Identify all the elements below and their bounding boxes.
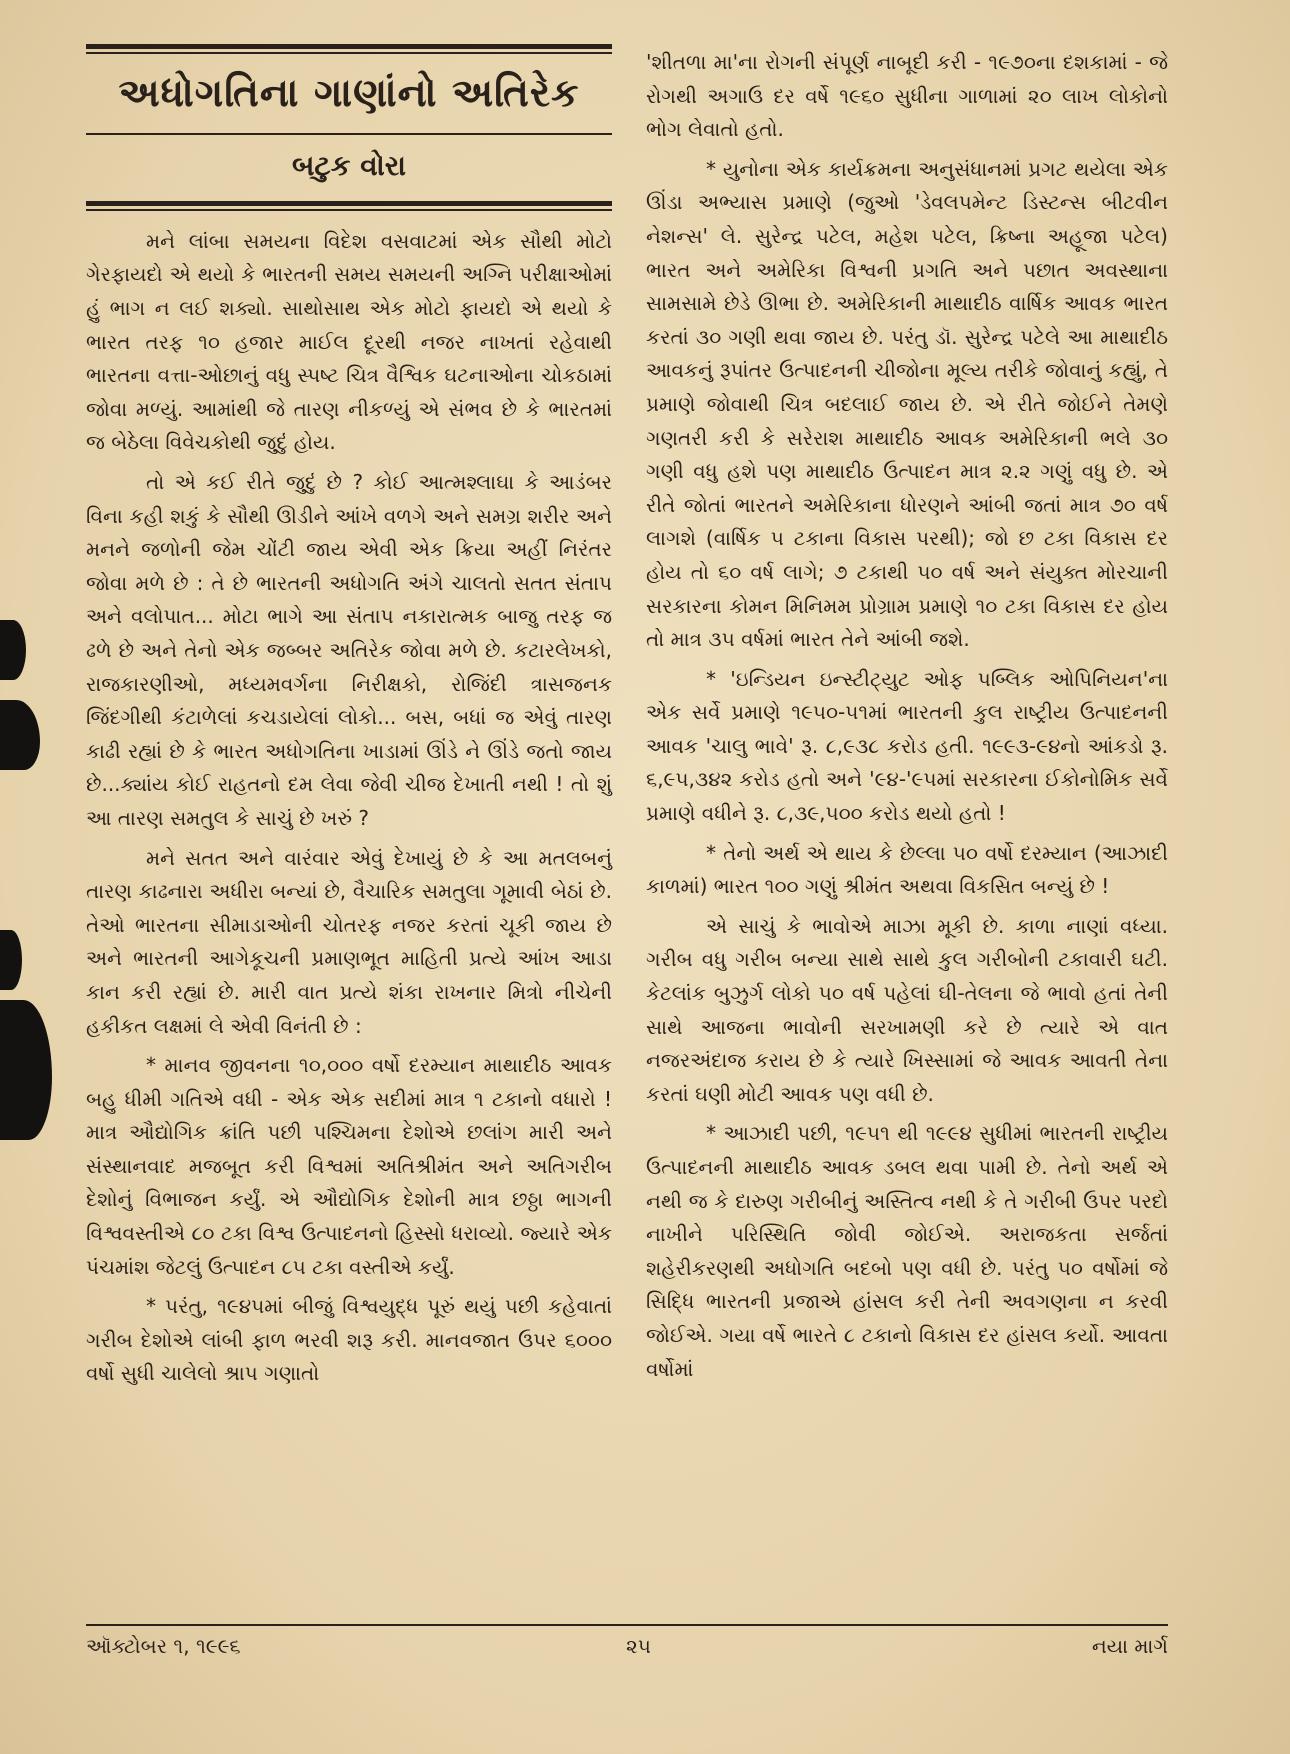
paragraph: * આઝાદી પછી, ૧૯૫૧ થી ૧૯૯૪ સુધીમાં ભારતની રાષ્ટ્રીય ઉત્પાદનની માથાદીઠ આવક ડબલ થવા પામી છે. તેનો અર્થ એ નથી જ કે દારુણ ગરીબીનું અસ્તિત્વ નથી કે તે ગરીબી ઉપર પરદો નાખીને પરિસ્થિતિ જોવી જોઈએ. અરાજકતા સર્જતાં શહેરીકરણથી અધોગતિ બદબો પણ વધી છે. પરંતુ ૫૦ વર્ષોમાં જે સિદ્ધિ ભારતની પ્રજાએ હાંસલ કરી તેની અવગણના ન કરવી જોઈએ. ગયા વર્ષે ભારતે ૮ ટકાનો વિકાસ દર હાંસલ કર્યો. આવતા વર્ષોમાં: [646, 1121, 1168, 1381]
torn-edge-left-3: [0, 930, 22, 990]
paragraph: મને લાંબા સમયના વિદેશ વસવાટમાં એક સૌથી મોટો ગેરફાયદો એ થયો કે ભારતની સમય સમયની અગ્નિ પરીક્ષાઓમાં હું ભાગ ન લઈ શક્યો. સાથોસાથ એક મોટો ફાયદો એ થયો કે ભારત તરફ ૧૦ હજાર માઈલ દૂરથી નજર નાખતાં રહેવાથી ભારતના વત્તા-ઓછાનું વધુ સ્પષ્ટ ચિત્ર વૈશ્વિક ઘટનાઓના ચોકઠામાં જોવા મળ્યું. આમાંથી જે તારણ નીકળ્યું એ સંભવ છે કે ભારતમાં જ બેઠેલા વિવેચકોથી જુદું હોય.: [86, 228, 612, 455]
title-rule-top-thin: [86, 52, 612, 54]
torn-edge-left-4: [0, 1000, 52, 1140]
article-author: બટુક વોરા: [291, 148, 407, 182]
page-number: ૨૫: [626, 1634, 651, 1658]
left-column: [86, 0, 612, 1397]
publication-name: નયા માર્ગ: [1091, 1634, 1168, 1658]
title-rule-top: [86, 44, 612, 49]
page-footer: [86, 1624, 1168, 1666]
right-column: [646, 46, 1168, 1392]
paragraph: * પરંતુ, ૧૯૪૫માં બીજું વિશ્વયુદ્ધ પૂરું થયું પછી કહેવાતાં ગરીબ દેશોએ લાંબી ફાળ ભરવી શરૂ કરી. માનવજાત ઉપર ૬૦૦૦ વર્ષો સુધી ચાલેલો શ્રાપ ગણાતો: [86, 1294, 612, 1386]
paragraph: એ સાચું કે ભાવોએ માઝા મૂકી છે. કાળા નાણાં વધ્યા. ગરીબ વધુ ગરીબ બન્યા સાથે સાથે કુલ ગરીબોની ટકાવારી ઘટી. કેટલાંક બુઝુર્ગ લોકો ૫૦ વર્ષ પહેલાં ઘી-તેલના જે ભાવો હતાં તેની સાથે આજના ભાવોની સરખામણી કરે છે ત્યારે એ વાત નજરઅંદાજ કરાય છે કે ત્યારે ખિસ્સામાં જે આવક આવતી તેના કરતાં ઘણી મોટી આવક પણ વધી છે.: [646, 913, 1168, 1106]
paragraph: મને સતત અને વારંવાર એવું દેખાયું છે કે આ મતલબનું તારણ કાઢનારા અધીરા બન્યાં છે, વૈચારિક સમતુલા ગૂમાવી બેઠાં છે. તેઓ ભારતના સીમાડાઓની ચોતરફ નજર કરતાં ચૂકી જાય છે અને ભારતની આગેકૂચની પ્રમાણભૂત માહિતી પ્રત્યે આંખ આડા કાન કરી રહ્યાં છે. મારી વાત પ્રત્યે શંકા રાખનાર મિત્રો નીચેની હકીકત લક્ષમાં લે એવી વિનંતી છે :: [86, 845, 612, 1038]
issue-date: ઑક્ટોબર ૧, ૧૯૯૬: [86, 1634, 241, 1658]
torn-edge-left-1: [0, 620, 26, 680]
article-title: અધોગતિના ગાણાંનો અતિરેક: [118, 71, 580, 116]
paragraph: 'શીતળા મા'ના રોગની સંપૂર્ણ નાબૂદી કરી - ૧૯૭૦ના દશકામાં - જે રોગથી અગાઉ દર વર્ષે ૧૯૬૦ સુધીના ગાળામાં ૨૦ લાખ લોકોનો ભોગ લેવાતો હતો.: [646, 50, 1168, 142]
title-rule-mid: [86, 133, 612, 135]
torn-edge-left-2: [0, 700, 40, 770]
author-rule: [86, 201, 612, 206]
paragraph: તો એ કઈ રીતે જુદું છે ? કોઈ આત્મશ્લાઘા કે આડંબર વિના કહી શકું કે સૌથી ઊડીને આંખે વળગે અને સમગ્ર શરીર અને મનને જળોની જેમ ચોંટી જાય એવી એક ક્રિયા અહીં નિરંતર જોવા મળે છે : તે છે ભારતની અધોગતિ અંગે ચાલતો સતત સંતાપ અને વલોપાત... મોટા ભાગે આ સંતાપ નકારાત્મક બાજુ તરફ જ ઢળે છે અને તેનો એક જબ્બર અતિરેક જોવા મળે છે. કટારલેખકો, રાજકારણીઓ, મધ્યમવર્ગના નિરીક્ષકો, રોજિંદી ત્રાસજનક જિંદગીથી કંટાળેલાં કચડાયેલાં લોકો... બસ, બધાં જ એવું તારણ કાઢી રહ્યાં છે કે ભારત અધોગતિના ખાડામાં ઊંડે ને ઊંડે જતો જાય છે...ક્યાંય કોઈ રાહતનો દમ લેવા જેવી ચીજ દેખાતી નથી ! તો શું આ તારણ સમતુલ કે સાચું છે ખરું ?: [86, 470, 612, 830]
paragraph: * 'ઇન્ડિયન ઇન્સ્ટીટ્યુટ ઓફ પબ્લિક ઓપિનિયન'ના એક સર્વે પ્રમાણે ૧૯૫૦-૫૧માં ભારતની કુલ રાષ્ટ્રીય ઉત્પાદનની આવક 'ચાલુ ભાવે' રૂ. ૮,૯૩૮ કરોડ હતી. ૧૯૯૩-૯૪નો આંકડો રૂ. ૬,૯૫,૩૪૨ કરોડ હતો અને '૯૪-'૯૫માં સરકારના ઈકોનોમિક સર્વે પ્રમાણે વધીને રૂ. ૮,૩૯,૫૦૦ કરોડ થયો હતો !: [646, 666, 1168, 826]
paragraph: * તેનો અર્થ એ થાય કે છેલ્લા ૫૦ વર્ષો દરમ્યાન (આઝાદી કાળમાં) ભારત ૧૦૦ ગણું શ્રીમંત અથવા વિકસિત બન્યું છે !: [646, 840, 1168, 899]
paragraph: * માનવ જીવનના ૧૦,૦૦૦ વર્ષો દરમ્યાન માથાદીઠ આવક બહુ ધીમી ગતિએ વધી - એક એક સદીમાં માત્ર ૧ ટકાનો વધારો ! માત્ર ઔદ્યોગિક ક્રાંતિ પછી પશ્ચિમના દેશોએ છલાંગ મારી અને સંસ્થાનવાદ મજબૂત કરી વિશ્વમાં અતિશ્રીમંત અને અતિગરીબ દેશોનું વિભાજન કર્યું. એ ઔદ્યોગિક દેશોની માત્ર છઠ્ઠા ભાગની વિશ્વવસ્તીએ ૮૦ ટકા વિશ્વ ઉત્પાદનનો હિસ્સો ધરાવ્યો. જ્યારે એક પંચમાંશ જેટલું ઉત્પાદન ૮૫ ટકા વસ્તીએ કર્યું.: [86, 1053, 612, 1279]
paragraph: * યુનોના એક કાર્યક્રમના અનુસંધાનમાં પ્રગટ થયેલા એક ઊંડા અભ્યાસ પ્રમાણે (જુઓ 'ડેવલપમેન્ટ ડિસ્ટન્સ બીટવીન નેશન્સ' લે. સુરેન્દ્ર પટેલ, મહેશ પટેલ, ક્રિષ્ના અહૂજા પટેલ) ભારત અને અમેરિકા વિશ્વની પ્રગતિ અને પછાત અવસ્થાના સામસામે છેડે ઊભા છે. અમેરિકાની માથાદીઠ વાર્ષિક આવક ભારત કરતાં ૩૦ ગણી થવા જાય છે. પરંતુ ડૉ. સુરેન્દ્ર પટેલે આ માથાદીઠ આવકનું રૂપાંતર ઉત્પાદનની ચીજોના મૂલ્ય તરીકે જોવાનું કહ્યું, તે પ્રમાણે જોવાથી ચિત્ર બદલાઈ જાય છે. એ રીતે જોઈને તેમણે ગણતરી કરી કે સરેરાશ માથાદીઠ આવક અમેરિકાની ભલે ૩૦ ગણી વધુ હશે પણ માથાદીઠ ઉત્પાદન માત્ર ૨.૨ ગણું વધુ છે. એ રીતે જોતાં ભારતને અમેરિકાના ધોરણને આંબી જતાં માત્ર ૭૦ વર્ષ લાગશે (વાર્ષિક ૫ ટકાના વિકાસ પરથી); જો છ ટકા વિકાસ દર હોય તો ૬૦ વર્ષ લાગે; ૭ ટકાથી ૫૦ વર્ષ અને સંયુક્ત મોરચાની સરકારના કોમન મિનિમમ પ્રોગ્રામ પ્રમાણે ૧૦ ટકા વિકાસ દર હોય તો માત્ર ૩૫ વર્ષમાં ભારત તેને આંબી જશે.: [646, 156, 1168, 652]
author-rule-thin: [86, 209, 612, 211]
